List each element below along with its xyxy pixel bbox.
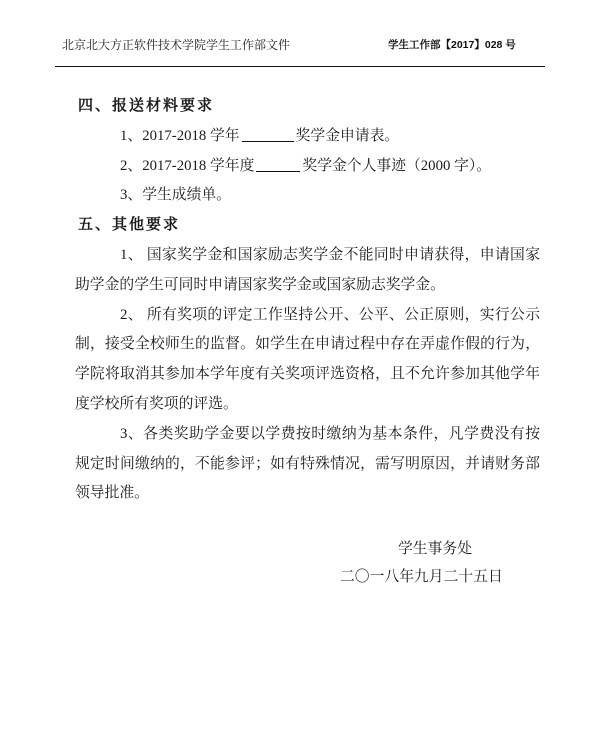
paragraph-line: 2、 所有奖项的评定工作坚持公开、公平、公正原则，实行公示 [120, 306, 540, 323]
section-heading-4: 四、报送材料要求 [78, 98, 215, 114]
paragraph-line: 度学校所有奖项的评选。 [75, 395, 238, 412]
paragraph-line: 领导批准。 [75, 485, 149, 502]
fill-in-blank [256, 158, 300, 172]
section-heading-5: 五、其他要求 [78, 217, 181, 234]
header-divider [55, 66, 545, 67]
list-item-text: 1、2017-2018 学年 [120, 127, 240, 144]
paragraph-line: 助学金的学生可同时申请国家奖学金或国家励志奖学金。 [75, 276, 445, 293]
signature-date: 二〇一八年九月二十五日 [340, 569, 503, 585]
header-org-title: 北京北大方正软件技术学院学生工作部文件 [62, 38, 291, 52]
list-item-text: 2、2017-2018 学年度 [120, 157, 255, 174]
paragraph-line: 1、 国家奖学金和国家励志奖学金不能同时申请获得，申请国家 [120, 246, 540, 263]
paragraph-line: 3、各类奖助学金要以学费按时缴纳为基本条件，凡学费没有按 [120, 425, 540, 442]
list-item-2 [75, 152, 540, 182]
document-body [75, 92, 540, 509]
header-doc-number: 学生工作部【2017】028 号 [388, 39, 516, 51]
list-item-text: 奖学金申请表。 [295, 127, 400, 144]
fill-in-blank [242, 128, 294, 142]
paragraph-line: 制，接受全校师生的监督。如学生在申请过程中存在弄虚作假的行为， [75, 336, 540, 353]
paragraph-line: 学院将取消其参加本学年度有关奖项评选资格，且不允许参加其他学年 [75, 366, 540, 383]
signature-issuer: 学生事务处 [398, 541, 472, 557]
list-item-1 [75, 122, 540, 152]
list-item-3: 3、学生成绩单。 [120, 187, 231, 204]
paragraph-line: 规定时间缴纳的，不能参评；如有特殊情况，需写明原因，并请财务部 [75, 455, 540, 472]
list-item-text: 奖学金个人事迹（2000 字）。 [302, 157, 492, 174]
